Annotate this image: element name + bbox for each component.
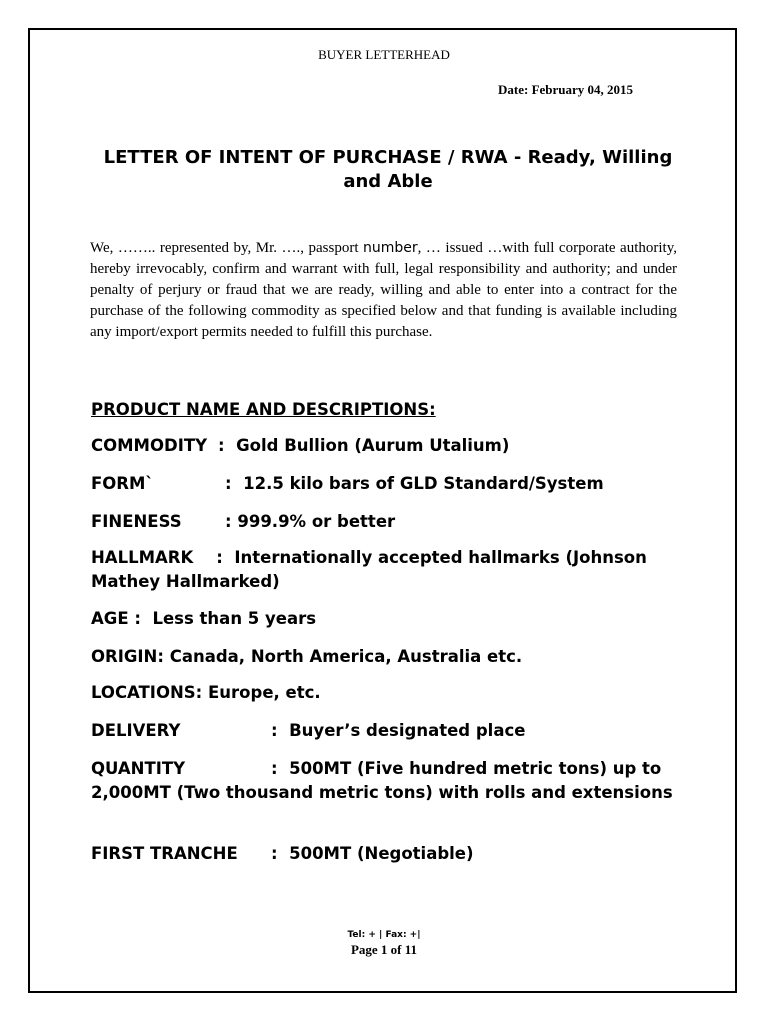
spec-label: DELIVERY bbox=[91, 721, 181, 740]
spec-sep: : bbox=[134, 609, 141, 628]
spec-label: ORIGIN bbox=[91, 647, 158, 666]
spec-sep: : bbox=[218, 436, 225, 455]
spec-hallmark bbox=[91, 546, 681, 594]
intro-text-1: We, …….. represented by, Mr. …., passport bbox=[90, 240, 364, 256]
spec-label: FORM` bbox=[91, 474, 154, 493]
spec-label: FIRST TRANCHE bbox=[91, 844, 238, 863]
spec-value: Internationally accepted hallmarks (Johnson Mathey Hallmarked) bbox=[91, 548, 647, 591]
spec-origin bbox=[91, 645, 681, 669]
spec-sep: : bbox=[216, 548, 223, 567]
spec-label: FINENESS bbox=[91, 512, 182, 531]
spec-label: LOCATIONS bbox=[91, 683, 196, 702]
page-number: Page 1 of 11 bbox=[350, 942, 418, 957]
spec-value: 999.9% or better bbox=[237, 512, 396, 531]
spec-value: Less than 5 years bbox=[152, 609, 317, 628]
intro-text-3: , … issued …with full corporate authority, hereby irrevocably, confirm and warrant with full, legal responsibility and authority; and under penalty of perjury or fraud that we are ready, willing and able to enter into a contract for the purchase of the following commodity as specified below and that funding is available including any import/export permits needed to fulfill this purchase. bbox=[90, 240, 677, 340]
spec-sep: : bbox=[157, 647, 164, 666]
spec-sep: : bbox=[271, 721, 278, 740]
spec-value: 12.5 kilo bars of GLD Standard/System bbox=[243, 474, 604, 493]
spec-value: Europe, etc. bbox=[208, 683, 321, 702]
spec-sep: : bbox=[225, 474, 232, 493]
spec-quantity bbox=[91, 757, 681, 805]
spec-first-tranche bbox=[91, 842, 681, 866]
spec-age bbox=[91, 607, 681, 631]
spec-sep: : bbox=[195, 683, 203, 702]
letter-date: Date: February 04, 2015 bbox=[498, 82, 634, 97]
spec-form bbox=[91, 472, 681, 496]
spec-delivery bbox=[91, 719, 681, 743]
intro-paragraph bbox=[90, 238, 677, 343]
spec-fineness bbox=[91, 510, 681, 534]
spec-value: 500MT (Five hundred metric tons) up to 2,000MT (Two thousand metric tons) with rolls and extensions bbox=[91, 759, 673, 802]
letterhead: BUYER LETTERHEAD bbox=[318, 47, 450, 62]
spec-value: Canada, North America, Australia etc. bbox=[169, 647, 523, 666]
spec-label: HALLMARK bbox=[91, 548, 194, 567]
intro-text-2: number bbox=[363, 240, 418, 256]
spec-sep: : bbox=[271, 844, 278, 863]
footer-contact: Tel: + | Fax: +| bbox=[347, 930, 421, 940]
section-heading: PRODUCT NAME AND DESCRIPTIONS: bbox=[91, 400, 436, 419]
spec-label: AGE bbox=[91, 609, 129, 628]
spec-value: Buyer’s designated place bbox=[289, 721, 526, 740]
spec-value: 500MT (Negotiable) bbox=[289, 844, 474, 863]
spec-sep: : bbox=[225, 512, 232, 531]
spec-locations bbox=[91, 681, 681, 705]
document-title: LETTER OF INTENT OF PURCHASE / RWA - Ready, Willing and Able bbox=[103, 147, 673, 192]
spec-label: QUANTITY bbox=[91, 759, 186, 778]
spec-value: Gold Bullion (Aurum Utalium) bbox=[236, 436, 510, 455]
spec-sep: : bbox=[271, 759, 278, 778]
spec-label: COMMODITY bbox=[91, 436, 208, 455]
spec-commodity bbox=[91, 434, 681, 458]
